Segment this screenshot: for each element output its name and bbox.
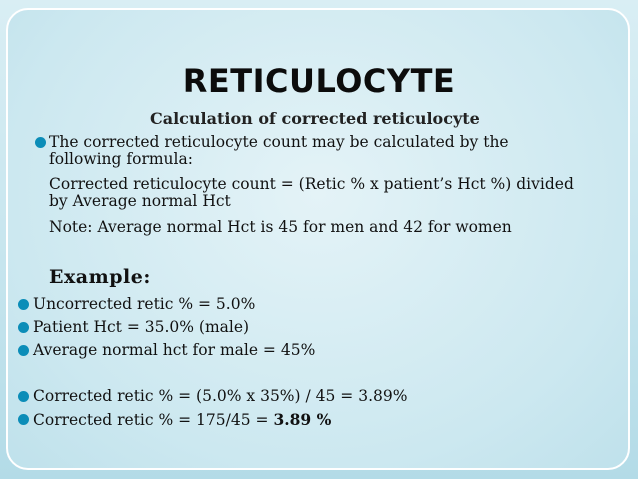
intro-text-line1: The corrected reticulocyte count may be calculated by the [49, 133, 509, 151]
example-item: Patient Hct = 35.0% (male) [33, 318, 250, 336]
example-heading: Example: [49, 266, 151, 288]
example-item: Uncorrected retic % = 5.0% [33, 295, 256, 313]
intro-text-line2: following formula: [49, 150, 193, 168]
bullet-icon [18, 391, 29, 402]
bullet-icon [18, 414, 29, 425]
result-line: Corrected retic % = (5.0% x 35%) / 45 = 3.89% [33, 387, 408, 405]
final-result-value: 3.89 % [273, 410, 332, 429]
example-item: Average normal hct for male = 45% [33, 341, 316, 359]
bullet-icon [18, 345, 29, 356]
formula-line1: Corrected reticulocyte count = (Retic % x patient’s Hct %) divided [49, 175, 574, 193]
slide-subtitle: Calculation of corrected reticulocyte [150, 109, 480, 128]
bullet-icon [35, 137, 46, 148]
result-line-final [33, 411, 331, 429]
note-text: Note: Average normal Hct is 45 for men and 42 for women [49, 218, 512, 236]
slide-title: RETICULOCYTE [182, 62, 456, 100]
bullet-icon [18, 322, 29, 333]
formula-line2: by Average normal Hct [49, 192, 231, 210]
result-text: Corrected retic % = 175/45 = [33, 411, 274, 429]
bullet-icon [18, 299, 29, 310]
